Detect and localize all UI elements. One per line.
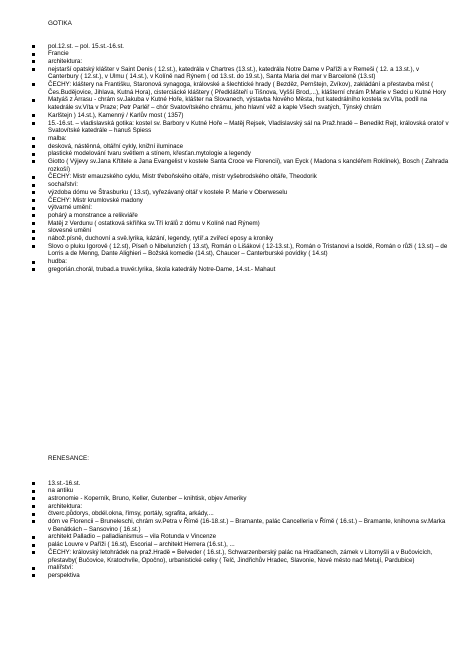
list-item bbox=[30, 503, 450, 511]
bullet-icon bbox=[32, 268, 35, 271]
bullet-icon bbox=[32, 237, 35, 240]
list-item-text: astronomie - Koperník, Bruno, Keller, Gutenber – knihtisk, objev Ameriky bbox=[48, 494, 247, 502]
list-item bbox=[30, 50, 450, 58]
list-item bbox=[30, 266, 450, 274]
list-item-text: gregorián.chorál, trubad.a truvér.lyrika, škola katedrály Notre-Dame, 14.st.- Mahaut bbox=[48, 265, 276, 273]
bullet-icon bbox=[32, 83, 35, 86]
list-item-text: 13.st.-16.st. bbox=[48, 479, 81, 487]
list-item-text: pohárý a monstrance a relikviáře bbox=[48, 211, 138, 219]
bullet-icon bbox=[32, 536, 35, 539]
bullet-icon bbox=[32, 207, 35, 210]
bullet-icon bbox=[32, 520, 35, 523]
list-item-text: Matěj z Verdunu ( ostatková skříňka sv.Tří králů z dómu v Kolíně nad Rýnem) bbox=[48, 219, 260, 227]
bullet-icon bbox=[32, 45, 35, 48]
bullet-icon bbox=[32, 544, 35, 547]
list-item-text: Giotto ( Výjevy sv.Jana Křtitele a Jana Evangelist v kostele Santa Croce ve Florencii), van Eyck ( Madona s kancléřem Roklinek), Bosch ( Zahrada rozkoší) bbox=[48, 158, 449, 173]
bullet-icon bbox=[32, 99, 35, 102]
bullet-icon bbox=[32, 160, 35, 163]
list-item-text: architekt Palladio – palladianismus – vila Rotunda v Vincenze bbox=[48, 533, 217, 541]
list-item bbox=[30, 518, 450, 533]
bullet-icon bbox=[32, 68, 35, 71]
list-item bbox=[30, 480, 450, 488]
list-item-text: výtvarné umění: bbox=[48, 204, 93, 212]
bullet-icon bbox=[32, 551, 35, 554]
list-item-text: Matyáš z Arrasu - chrám sv.Jakuba v Kutné Hoře, klášter na Slovanech, výstavba Nového Města, hut katedrálního kostela sv.Víta, podíl na katedrále sv.Víta v Praze; Petr Parléř – chór Svatovítského chrámu, jeho hlavní věž a kaple Všech svatých, Týnský chrám bbox=[48, 96, 428, 112]
bullet-icon bbox=[32, 230, 35, 233]
list-item-text: Slovo o pluku Igorově ( 12.st), Píseň o Nibelunzích ( 13.st), Román o Lišákovi ( 12-13.st.), Román o Tristanovi a Isoldě, Román o růži ( 13.st) – de Lorris a de Menng, Dante Alighieri – Božská komedie (14.st), Chaucer – Canterburské povídky ( 14.st) bbox=[48, 242, 448, 258]
bullet-icon bbox=[32, 53, 35, 56]
list-item bbox=[30, 150, 450, 158]
list-item bbox=[30, 564, 450, 572]
list-item bbox=[30, 495, 450, 503]
list-item-text: ČECHY: Mistr krumlovské madony bbox=[48, 196, 143, 204]
list-item-text: palác Louvre v Paříži ( 16.st), Escorial – architekt Herrera (16.st.), ... bbox=[48, 541, 235, 549]
list-item-text: na antiku bbox=[48, 487, 74, 495]
bullet-icon bbox=[32, 176, 35, 179]
list-item-text: ČECHY: královský letohrádek na praž.Hradě = Belveder ( 16.st.), Schwarzenberský palác na Hradčanech, zámek v Litomyšli a v Bučovicích, přestavby( Bučovice, Kratochvíle, Opočno), urbanistické celky ( Telč, Jindřichův Hradec, Slavonie, Nové město nad Metují, Pardubice) bbox=[48, 548, 433, 564]
bullet-icon bbox=[32, 574, 35, 577]
bullet-icon bbox=[32, 482, 35, 485]
bullet-icon bbox=[32, 222, 35, 225]
list-item-text: perspektiva bbox=[48, 571, 80, 579]
list-item-text: architektura: bbox=[48, 502, 83, 510]
list-item-text: architektura: bbox=[48, 57, 83, 65]
list-item-text: malba: bbox=[48, 134, 67, 142]
list-item bbox=[30, 58, 450, 66]
list-item-text: čtverc.půdorys, obdél.okna, římsy, portály, sgrafita, arkády,... bbox=[48, 510, 214, 518]
bullet-icon bbox=[32, 513, 35, 516]
bullet-icon bbox=[32, 567, 35, 570]
bullet-icon bbox=[32, 214, 35, 217]
list-item bbox=[30, 243, 450, 258]
list-item bbox=[30, 204, 450, 212]
bullet-icon bbox=[32, 145, 35, 148]
bullet-list-renesance bbox=[30, 480, 450, 580]
list-item-text: Karlštejn ) 14.st.), Kamenný / Karlův most ( 1357) bbox=[48, 111, 184, 119]
bullet-icon bbox=[32, 60, 35, 63]
bullet-icon bbox=[32, 199, 35, 202]
list-item bbox=[30, 135, 450, 143]
section-heading-gotika: GOTIKA bbox=[48, 20, 72, 27]
list-item bbox=[30, 189, 450, 197]
list-item bbox=[30, 212, 450, 220]
bullet-icon bbox=[32, 261, 35, 264]
list-item bbox=[30, 510, 450, 518]
list-item bbox=[30, 235, 450, 243]
bullet-icon bbox=[32, 137, 35, 140]
list-item bbox=[30, 533, 450, 541]
list-item-text: dóm ve Florencii – Bruneleschi, chrám sv.Petra v Římě (16-18.st.) – Bramante, palác Cancelleria v Římě ( 16.st.) – Bramante, knihovna sv.Marka v Benátkách – Sansovino ( 16.st.) bbox=[48, 518, 446, 533]
list-item bbox=[30, 143, 450, 151]
list-item bbox=[30, 549, 450, 564]
list-item bbox=[30, 43, 450, 51]
list-item bbox=[30, 66, 450, 81]
list-item-text: slovesné umění bbox=[48, 227, 92, 235]
list-item bbox=[30, 487, 450, 495]
bullet-icon bbox=[32, 122, 35, 125]
list-item-text: ČECHY: kláštery na Františku, Staronová synagoga, královské a šlechtické hrady ( Bezděz, Pernštejn, Zvíkov), zakládání a přestavba měst ( Čes.Budějovice, Jihlava, Kutná Hora), cisterciácké kláštery ( Předklášteří u Tišnova, Vyšší Brod,...), klášterní chrám P.Marie v Sedci u Kutné Hory bbox=[48, 81, 446, 96]
list-item-text: ČECHY: Mistr emauzského cyklu, Mistr třeboňského oltáře, mistr vyšebrodského oltáře, Theodorik bbox=[48, 173, 317, 181]
list-item-text: hudba: bbox=[48, 258, 67, 266]
list-item bbox=[30, 96, 450, 111]
list-item bbox=[30, 120, 450, 135]
list-item bbox=[30, 572, 450, 580]
list-item bbox=[30, 220, 450, 228]
bullet-icon bbox=[32, 114, 35, 117]
list-item-text: pol.12.st. – pol. 15.st.-16.st. bbox=[48, 42, 125, 50]
list-item bbox=[30, 197, 450, 205]
list-item-text: nejstarší opatský klášter v Saint Denis ( 12.st.), katedrála v Chartres (13.st.), katedrála Notre Dame v Paříži a v Remeši ( 12. a 13.st.), v Canterbury ( 12.st.), v Ulmu ( 14.st.), v Kolíně nad Rýnem ( od 13.st. do 19.st.), Santa Maria del mar v Barceloně (13.st) bbox=[48, 65, 420, 81]
list-item-text: výzdoba dómu ve Štrasburku ( 13.st), vyřezávaný oltář v kostele P. Marie v Oberweselu bbox=[48, 188, 288, 196]
list-item bbox=[30, 81, 450, 96]
list-item bbox=[30, 158, 450, 173]
list-item bbox=[30, 258, 450, 266]
bullet-icon bbox=[32, 245, 35, 248]
bullet-icon bbox=[32, 184, 35, 187]
bullet-icon bbox=[32, 153, 35, 156]
bullet-list-gotika bbox=[30, 43, 450, 274]
bullet-icon bbox=[32, 191, 35, 194]
bullet-icon bbox=[32, 505, 35, 508]
list-item bbox=[30, 541, 450, 549]
list-item-text: plastické modelování tvaru světlem a stínem, křesťan.mytologie a legendy bbox=[48, 150, 251, 158]
list-item-text: sochařství: bbox=[48, 181, 78, 189]
bullet-icon bbox=[32, 490, 35, 493]
list-item-text: 15.-16.st. – vladislavská gotika: kostel sv. Barbory v Kutné Hoře – Matěj Rejsek, Vladislavský sál na Praž.hradě – Benedikt Rejt, královská oratoř v Svatovítské katedrále – hanuš Spiess bbox=[48, 119, 449, 135]
list-item-text: nábož.písně, duchovní a svě.lyrika, kázání, legendy, rytíř.a zvířecí eposy a kroniky bbox=[48, 235, 274, 243]
list-item bbox=[30, 112, 450, 120]
list-item-text: Francie bbox=[48, 50, 69, 58]
section-heading-renesance: RENESANCE: bbox=[48, 455, 89, 462]
list-item-text: desková, nástěnná, oltářní cykly, knižní iluminace bbox=[48, 142, 184, 150]
list-item bbox=[30, 173, 450, 181]
bullet-icon bbox=[32, 497, 35, 500]
list-item-text: malířství: bbox=[48, 564, 74, 572]
list-item bbox=[30, 181, 450, 189]
list-item bbox=[30, 227, 450, 235]
